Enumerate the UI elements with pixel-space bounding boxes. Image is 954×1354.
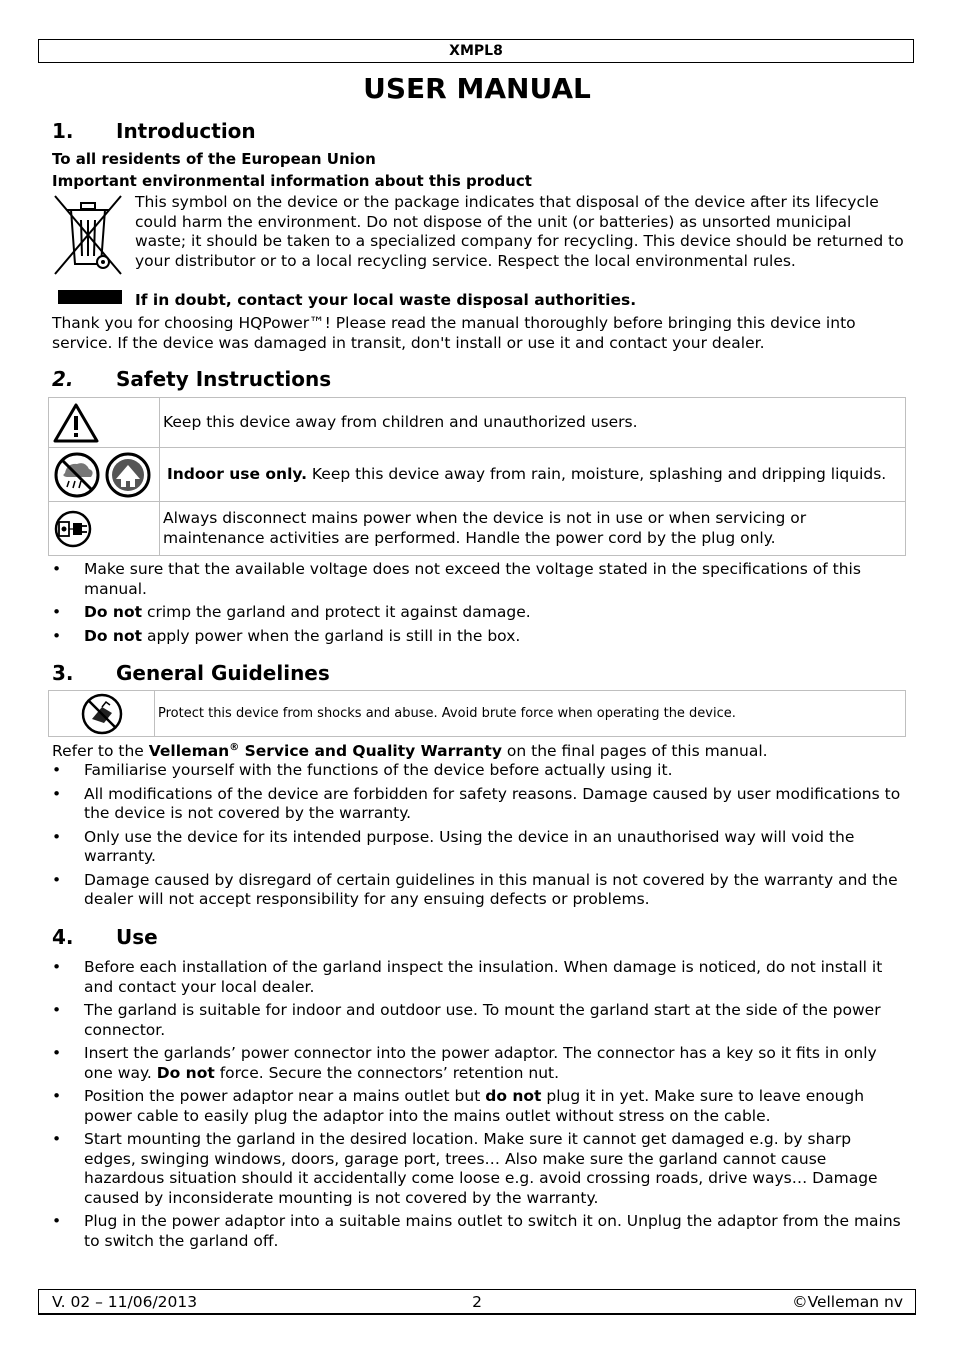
list-item <box>52 1001 906 1040</box>
list-item: • All modifications of the device are forbidden for safety reasons. Damage caused by user modifications to the device is not covered by the warranty. <box>52 785 906 824</box>
bullet-text: Before each installation of the garland inspect the insulation. When damage is noticed, do not install it and contact your local dealer. <box>84 958 883 996</box>
list-item: • Damage caused by disregard of certain guidelines in this manual is not covered by the warranty and the dealer will not accept responsibility for any ensuing defects or problems. <box>52 871 906 910</box>
section-heading-introduction <box>52 119 256 143</box>
bullet-text: Start mounting the garland in the desired location. Make sure it cannot get damaged e.g. by sharp edges, swinging windows, doors, garage port, trees… Also make sure the garland cannot cause hazardous situation should it accidentally come loose e.g. avoid crossing roads, drive ways… Damage caused by inconsiderate mounting is not covered by the warranty. <box>84 1130 878 1207</box>
bullet-text-end: plug it in yet. Make sure to leave enough power cable to easily plug the adaptor into the mains outlet without stress on the cable. <box>84 1087 865 1125</box>
section-title: Use <box>116 925 158 949</box>
safety-icon-cell <box>49 502 160 556</box>
bullet-text: The garland is suitable for indoor and outdoor use. To mount the garland start at the side of the power connector. <box>84 1001 881 1039</box>
bullet-bold: do not <box>485 1087 542 1105</box>
safety-icon-cell <box>49 448 160 502</box>
bullet-text: crimp the garland and protect it against damage. <box>142 603 531 621</box>
no-rain-icon <box>53 451 153 499</box>
safety-body: Always disconnect mains power when the device is not in use or when servicing or maintenance activities are performed. Handle the power cord by the plug only. <box>163 509 807 547</box>
list-item <box>52 958 906 997</box>
safety-body: Keep this device away from children and unauthorized users. <box>163 412 638 431</box>
safety-text <box>160 502 906 556</box>
section-title: Introduction <box>116 119 256 143</box>
warranty-name: Service and Quality Warranty <box>239 742 502 761</box>
list-item <box>52 627 906 647</box>
bullet-text: apply power when the garland is still in the box. <box>142 626 521 645</box>
safety-text <box>160 448 906 502</box>
section-heading-use <box>52 925 158 949</box>
guidelines-icon-cell <box>49 691 155 737</box>
safety-icon-cell <box>49 398 160 448</box>
unplug-icon <box>51 510 95 548</box>
indoor-only-icon <box>107 454 149 496</box>
safety-row <box>49 448 906 502</box>
guidelines-bullet-list <box>52 761 906 910</box>
guidelines-text: Protect this device from shocks and abuse. Avoid brute force when operating the device. <box>155 691 906 737</box>
weee-bin-icon <box>53 194 123 276</box>
bullet-bold: Do not <box>156 1063 215 1082</box>
list-item <box>52 1212 906 1251</box>
registered-mark: ® <box>229 742 240 753</box>
safety-text <box>160 398 906 448</box>
list-item <box>52 1087 906 1126</box>
use-bullet-list <box>52 958 906 1251</box>
safety-body: Keep this device away from rain, moisture, splashing and dripping liquids. <box>306 464 887 483</box>
list-item <box>52 603 906 623</box>
section-number: 4. <box>52 925 74 949</box>
section-number: 3. <box>52 661 74 685</box>
list-item: • Only use the device for its intended purpose. Using the device in an unauthorised way will void the warranty. <box>52 828 906 867</box>
environment-info-line: Important environmental information about this product <box>52 172 532 190</box>
weee-description: This symbol on the device or the package indicates that disposal of the device after its lifecycle could harm the environment. Do not dispose of the unit (or batteries) as unsorted municipal waste; it should be taken to a specialized company for recycling. This device should be returned to your distributor or to a local recycling service. Respect the local environmental rules. <box>135 193 904 270</box>
copyright: ©Velleman nv <box>792 1293 903 1311</box>
list-item: • Familiarise yourself with the functions of the device before actually using it. <box>52 761 906 781</box>
safety-bullet-list <box>52 560 906 646</box>
section-heading-guidelines <box>52 661 330 685</box>
model-name: XMPL8 <box>449 43 503 59</box>
weee-underline-bar <box>58 290 122 304</box>
list-item <box>52 560 906 599</box>
brand-name: Velleman <box>148 742 230 761</box>
safety-row <box>49 398 906 448</box>
safety-table <box>48 397 906 556</box>
guidelines-table <box>48 690 906 737</box>
weee-contact-notice: If in doubt, contact your local waste disposal authorities. <box>135 291 637 309</box>
section-title: Safety Instructions <box>116 367 332 391</box>
eu-residents-line: To all residents of the European Union <box>52 150 376 168</box>
section-title: General Guidelines <box>116 661 330 685</box>
bullet-bold: Do not <box>84 626 143 645</box>
page-number: 2 <box>472 1293 482 1311</box>
bullet-text: Position the power adaptor near a mains outlet but <box>84 1087 486 1105</box>
refer-text-end: on the final pages of this manual. <box>501 742 768 761</box>
list-item <box>52 1130 906 1208</box>
warranty-reference <box>52 738 902 762</box>
safety-row <box>49 502 906 556</box>
section-number: 2. <box>52 367 74 391</box>
section-number: 1. <box>52 119 74 143</box>
page-header <box>38 39 914 63</box>
guidelines-row <box>49 691 906 737</box>
no-shock-icon <box>80 693 124 735</box>
bullet-text: Insert the garlands’ power connector into the power adaptor. The connector has a key so it fits in only one way. <box>84 1044 877 1082</box>
bullet-text: Plug in the power adaptor into a suitable mains outlet to switch it on. Unplug the adaptor from the mains to switch the garland off. <box>84 1212 901 1250</box>
section-heading-safety <box>52 367 331 391</box>
thank-you-paragraph: Thank you for choosing HQPower™! Please read the manual thoroughly before bringing this device into service. If the device was damaged in transit, don't install or use it and contact your dealer. <box>52 314 856 352</box>
safety-bold: Indoor use only. <box>167 464 307 483</box>
list-item <box>52 1044 906 1083</box>
warning-triangle-icon <box>53 403 99 443</box>
version-date: V. 02 – 11/06/2013 <box>52 1293 198 1311</box>
bullet-text: Make sure that the available voltage does not exceed the voltage stated in the specifications of this manual. <box>84 560 861 598</box>
bullet-text-end: force. Secure the connectors’ retention nut. <box>214 1063 560 1082</box>
page-footer <box>38 1289 916 1315</box>
refer-text: Refer to the <box>52 742 149 761</box>
bullet-bold: Do not <box>84 603 143 621</box>
document-title: USER MANUAL <box>363 72 591 105</box>
